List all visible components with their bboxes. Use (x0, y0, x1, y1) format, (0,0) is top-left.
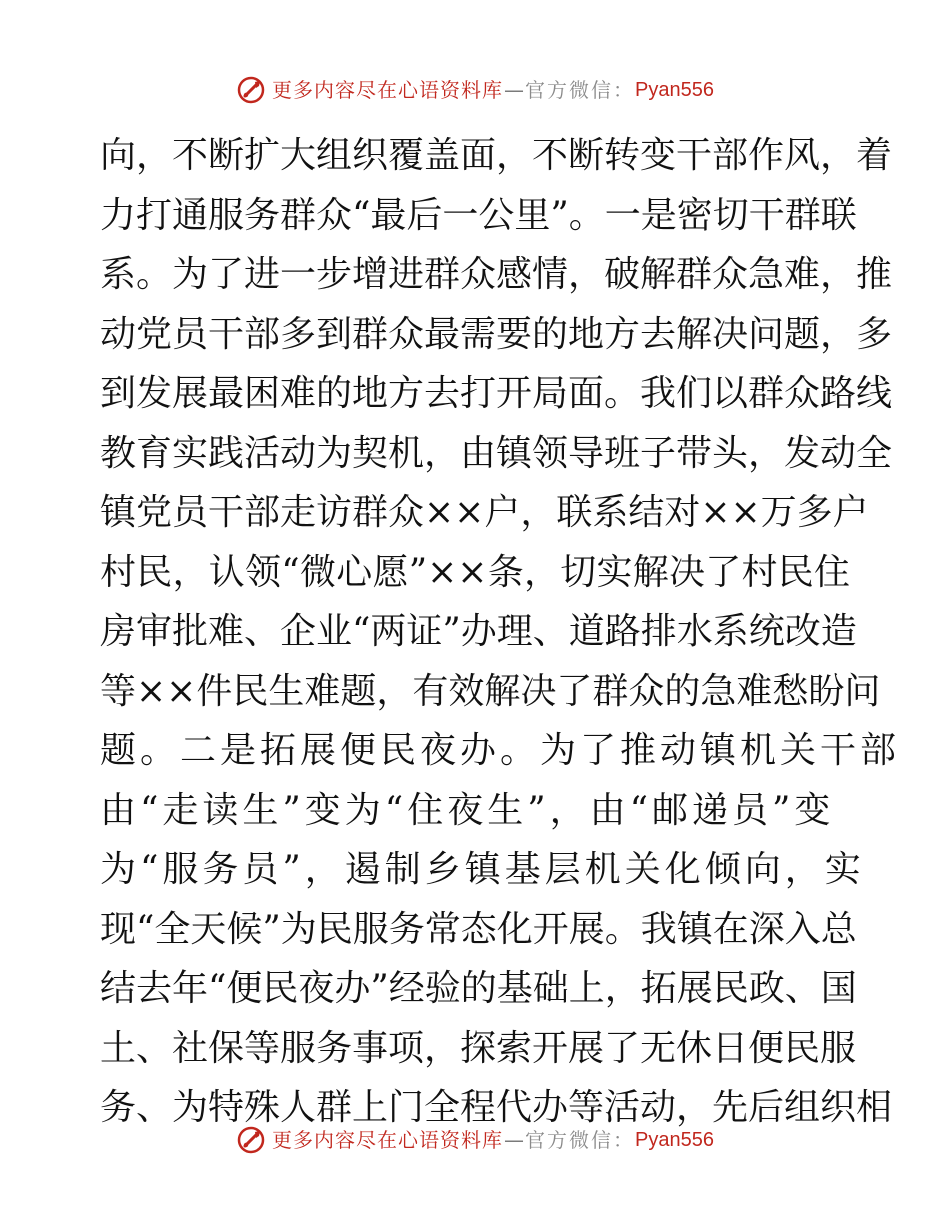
watermark-id: Pyan556 (635, 1129, 714, 1151)
header-watermark (0, 75, 950, 105)
text-line: 土、社保等服务事项，探索开展了无休日便民服 (100, 1027, 857, 1069)
text-line: 动党员干部多到群众最需要的地方去解决问题，多 (100, 313, 893, 355)
watermark-label: 官方微信： (525, 1128, 636, 1152)
document-body (100, 126, 901, 1138)
text-line: 力打通服务群众“最后一公里”。一是密切干群联 (100, 194, 857, 236)
text-line: 题。二是拓展便民夜办。为了推动镇机关干部 (100, 730, 901, 771)
footer-watermark (0, 1125, 950, 1155)
watermark-dash: — (504, 78, 525, 102)
text-line: 向，不断扩大组织覆盖面，不断转变干部作风，着 (100, 135, 893, 176)
text-line: 由“走读生”变为“住夜生”，由“邮递员”变 (100, 789, 835, 831)
text-line: 结去年“便民夜办”经验的基础上，拓展民政、国 (100, 968, 857, 1009)
watermark-id: Pyan556 (635, 79, 714, 101)
text-line: 现“全天候”为民服务常态化开展。我镇在深入总 (100, 908, 857, 950)
text-line: 教育实践活动为契机，由镇领导班子带头，发动全 (100, 432, 893, 474)
text-line: 为“服务员”，遏制乡镇基层机关化倾向，实 (100, 849, 865, 890)
watermark-brand: 更多内容尽在心语资料库 (272, 1128, 504, 1152)
text-line: 村民，认领“微心愿”××条，切实解决了村民住 (100, 551, 850, 593)
text-line: 等××件民生难题，有效解决了群众的急难愁盼问 (100, 670, 881, 712)
text-line: 房审批难、企业“两证”办理、道路排水系统改造 (100, 611, 857, 652)
quill-seal-icon (236, 75, 266, 105)
text-line: 系。为了进一步增进群众感情，破解群众急难，推 (100, 254, 893, 295)
quill-seal-icon (236, 1125, 266, 1155)
text-line: 到发展最困难的地方去打开局面。我们以群众路线 (100, 373, 893, 414)
watermark-label: 官方微信： (525, 78, 636, 102)
watermark-dash: — (504, 1128, 525, 1152)
text-line: 镇党员干部走访群众××户，联系结对××万多户 (100, 492, 869, 533)
watermark-brand: 更多内容尽在心语资料库 (272, 78, 504, 102)
text-line: 务、为特殊人群上门全程代办等活动，先后组织相 (100, 1087, 893, 1128)
